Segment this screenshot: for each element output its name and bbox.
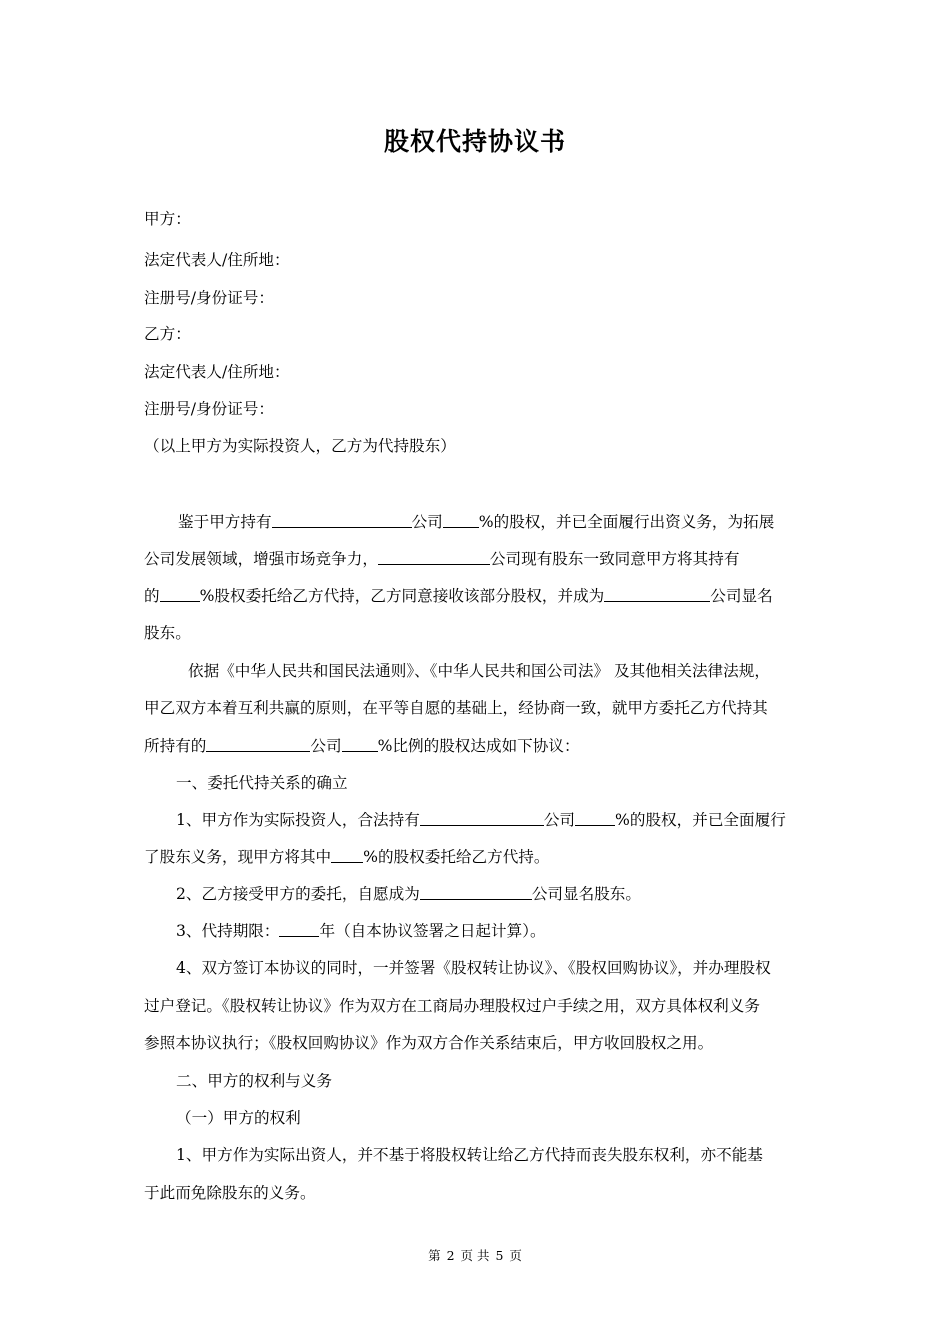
- blank-percent[interactable]: [443, 512, 479, 528]
- party-b-representative: 法定代表人/住所地：: [144, 363, 290, 381]
- blank-term-years[interactable]: [279, 921, 319, 937]
- party-a-representative: 法定代表人/住所地：: [144, 251, 290, 269]
- blank-company[interactable]: [378, 549, 490, 565]
- blank-company[interactable]: [420, 810, 544, 826]
- blank-company[interactable]: [272, 512, 412, 528]
- intro-line-2: 公司发展领域，增强市场竞争力， 公司现有股东一致同意甲方将其持有: [144, 550, 740, 568]
- blank-company[interactable]: [604, 586, 710, 602]
- section-1-item-4-line-3: 参照本协议执行；《股权回购协议》作为双方合作关系结束后，甲方收回股权之用。: [144, 1034, 714, 1052]
- party-a-registration: 注册号/身份证号：: [144, 289, 275, 307]
- party-a-label: 甲方：: [144, 210, 191, 228]
- basis-line-3: 所持有的 公司 %比例的股权达成如下协议：: [144, 737, 580, 755]
- section-1-item-4-line-1: 4、双方签订本协议的同时，一并签署《股权转让协议》、《股权回购协议》，并办理股权: [176, 959, 771, 977]
- total-page-count: 5: [495, 1248, 504, 1263]
- intro-line-4: 股东。: [144, 624, 191, 642]
- blank-percent[interactable]: [160, 586, 200, 602]
- section-1-item-4-line-2: 过户登记。《股权转让协议》作为双方在工商局办理股权过户手续之用，双方具体权利义务: [144, 997, 760, 1015]
- section-2-heading: 二、甲方的权利与义务: [176, 1072, 332, 1090]
- blank-percent[interactable]: [342, 736, 378, 752]
- basis-line-1: 依据《中华人民共和国民法通则》、《中华人民共和国公司法》 及其他相关法律法规，: [188, 662, 770, 680]
- blank-company[interactable]: [420, 884, 532, 900]
- blank-percent[interactable]: [331, 847, 363, 863]
- section-2-item-1-line-1: 1、甲方作为实际出资人，并不基于将股权转让给乙方代持而丧失股东权利，亦不能基: [176, 1146, 763, 1164]
- section-1-heading: 一、委托代持关系的确立: [176, 774, 348, 792]
- basis-line-2: 甲乙双方本着互利共赢的原则，在平等自愿的基础上，经协商一致，就甲方委托乙方代持其: [144, 699, 768, 717]
- section-1-item-3: 3、代持期限： 年（自本协议签署之日起计算）。: [176, 922, 546, 940]
- section-2-subheading: （一）甲方的权利: [176, 1109, 301, 1127]
- intro-line-3: 的 %股权委托给乙方代持，乙方同意接收该部分股权，并成为 公司显名: [144, 587, 773, 605]
- blank-company[interactable]: [206, 736, 310, 752]
- blank-percent[interactable]: [575, 810, 615, 826]
- section-1-item-1-line-2: 了股东义务，现甲方将其中 %的股权委托给乙方代持。: [144, 848, 550, 866]
- current-page-number: 2: [446, 1248, 455, 1263]
- section-1-item-2: 2、乙方接受甲方的委托，自愿成为 公司显名股东。: [176, 885, 641, 903]
- party-b-registration: 注册号/身份证号：: [144, 400, 275, 418]
- intro-line-1: 鉴于甲方持有 公司 %的股权，并已全面履行出资义务，为拓展: [178, 513, 775, 531]
- party-b-label: 乙方：: [144, 325, 191, 343]
- section-2-item-1-line-2: 于此而免除股东的义务。: [144, 1184, 316, 1202]
- party-note: （以上甲方为实际投资人，乙方为代持股东）: [144, 437, 456, 455]
- section-1-item-1-line-1: 1、甲方作为实际投资人，合法持有 公司 %的股权，并已全面履行: [176, 811, 786, 829]
- page-footer: 第 2 页 共 5 页: [428, 1248, 522, 1263]
- document-title: 股权代持协议书: [383, 127, 566, 156]
